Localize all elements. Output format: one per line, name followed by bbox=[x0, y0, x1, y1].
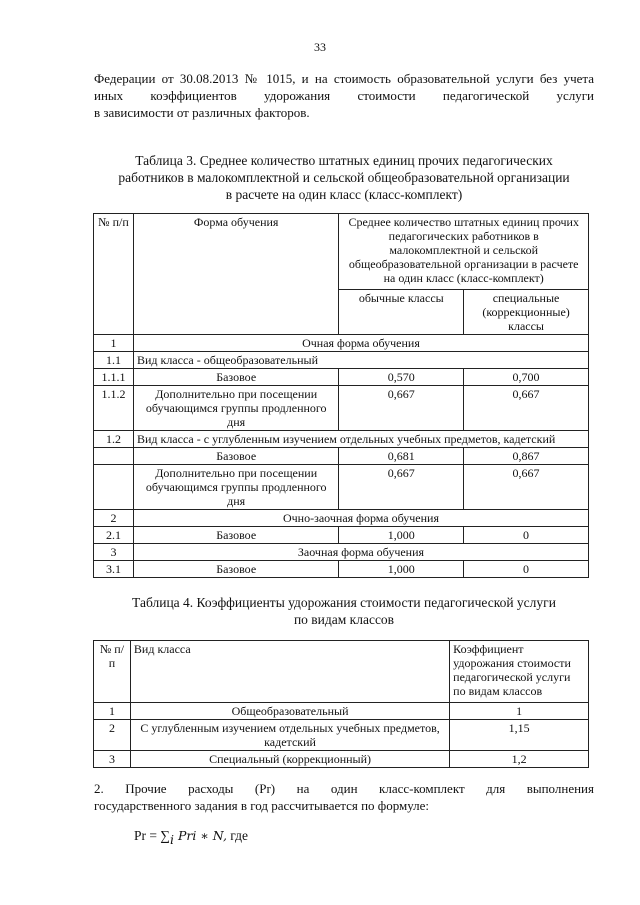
t4-row-coef: 1,2 bbox=[450, 751, 589, 768]
intro-line-2: иных коэффициентов удорожания стоимости педагогической услуги bbox=[94, 88, 594, 103]
table-3 bbox=[93, 213, 589, 578]
t3-row bbox=[94, 352, 589, 369]
t4-row-num: 2 bbox=[94, 720, 131, 751]
t3-row-name: Дополнительно при посещении обучающимся группы продленного дня bbox=[133, 386, 338, 431]
t4-header-kind: Вид класса bbox=[130, 641, 449, 703]
t4-row-num: 3 bbox=[94, 751, 131, 768]
t3-row-regular: 0,667 bbox=[339, 465, 464, 510]
t4-row bbox=[94, 720, 589, 751]
table4-caption-line-2: по видам классов bbox=[293, 612, 395, 627]
formula-tail: где bbox=[226, 828, 249, 843]
t3-row-num: 2.1 bbox=[94, 527, 134, 544]
t3-section-title: Очная форма обучения bbox=[133, 335, 588, 352]
t4-row-kind: Общеобразовательный bbox=[130, 703, 449, 720]
t4-row-kind: Специальный (коррекционный) bbox=[130, 751, 449, 768]
formula-sum: ∑ bbox=[160, 828, 170, 843]
t3-row-num: 1.1 bbox=[94, 352, 134, 369]
t3-row-num: 1 bbox=[94, 335, 134, 352]
t3-row bbox=[94, 431, 589, 448]
table3-caption-line-1: Таблица 3. Среднее количество штатных единиц прочих педагогических bbox=[135, 153, 553, 168]
t4-row-coef: 1,15 bbox=[450, 720, 589, 751]
t3-row-num: 3 bbox=[94, 544, 134, 561]
t3-row-name: Базовое bbox=[133, 369, 338, 386]
t3-row-regular: 1,000 bbox=[339, 527, 464, 544]
t3-row-special: 0 bbox=[464, 527, 589, 544]
t3-subsection-title: Вид класса - общеобразовательный bbox=[133, 352, 588, 369]
table-4 bbox=[93, 640, 589, 768]
t3-row-special: 0 bbox=[464, 561, 589, 578]
t3-row bbox=[94, 465, 589, 510]
formula-sub: i bbox=[170, 831, 174, 847]
t3-row bbox=[94, 510, 589, 527]
intro-line-3: в зависимости от различных факторов. bbox=[94, 105, 310, 120]
table3-caption-line-2: работников в малокомплектной и сельской общеобразовательной организации bbox=[118, 170, 570, 185]
t3-row-name: Базовое bbox=[133, 448, 338, 465]
t3-row-special: 0,667 bbox=[464, 465, 589, 510]
t3-header-regular: обычные классы bbox=[339, 290, 464, 335]
t3-subsection-title: Вид класса - с углубленным изучением отдельных учебных предметов, кадетский bbox=[133, 431, 588, 448]
t3-row-special: 0,867 bbox=[464, 448, 589, 465]
t3-row-regular: 0,681 bbox=[339, 448, 464, 465]
t3-row-regular: 0,667 bbox=[339, 386, 464, 431]
t3-row bbox=[94, 369, 589, 386]
t3-row-num: 3.1 bbox=[94, 561, 134, 578]
t4-row bbox=[94, 751, 589, 768]
t3-header-special: специальные (коррекционные) классы bbox=[464, 290, 589, 335]
t4-header-coef: Коэффициент удорожания стоимости педагогической услуги по видам классов bbox=[450, 641, 589, 703]
para2-line-1: 2. Прочие расходы (Pr) на один класс-комплект для выполнения bbox=[94, 781, 594, 796]
para2-line-2: государственного задания в год рассчитывается по формуле: bbox=[94, 798, 430, 813]
intro-line-1: Федерации от 30.08.2013 № 1015, и на стоимость образовательной услуги без учета bbox=[94, 71, 594, 86]
t4-row bbox=[94, 703, 589, 720]
formula-lhs: Pr = bbox=[134, 828, 161, 843]
t3-row bbox=[94, 561, 589, 578]
t3-row-special: 0,667 bbox=[464, 386, 589, 431]
formula bbox=[134, 828, 248, 847]
t3-row bbox=[94, 544, 589, 561]
t3-section-title: Очно-заочная форма обучения bbox=[133, 510, 588, 527]
t4-row-coef: 1 bbox=[450, 703, 589, 720]
t3-row-special: 0,700 bbox=[464, 369, 589, 386]
t3-row-num bbox=[94, 465, 134, 510]
t3-row-regular: 0,570 bbox=[339, 369, 464, 386]
t3-row-regular: 1,000 bbox=[339, 561, 464, 578]
page-number: 33 bbox=[314, 40, 326, 54]
t3-row-num: 1.1.1 bbox=[94, 369, 134, 386]
t3-row bbox=[94, 448, 589, 465]
formula-rhs: Pri ∗ N, bbox=[174, 828, 227, 843]
t3-section-title: Заочная форма обучения bbox=[133, 544, 588, 561]
t3-row-name: Базовое bbox=[133, 561, 338, 578]
t3-row-num: 2 bbox=[94, 510, 134, 527]
t3-row-name: Базовое bbox=[133, 527, 338, 544]
table4-caption-line-1: Таблица 4. Коэффициенты удорожания стоимости педагогической услуги bbox=[132, 595, 556, 610]
t3-row-num: 1.2 bbox=[94, 431, 134, 448]
t4-header-num: № п/п bbox=[94, 641, 131, 703]
t3-row-num bbox=[94, 448, 134, 465]
t3-header-num: № п/п bbox=[94, 214, 134, 335]
t4-row-kind: С углубленным изучением отдельных учебных предметов, кадетский bbox=[130, 720, 449, 751]
t3-row-num: 1.1.2 bbox=[94, 386, 134, 431]
t3-row-name: Дополнительно при посещении обучающимся группы продленного дня bbox=[133, 465, 338, 510]
t4-row-num: 1 bbox=[94, 703, 131, 720]
t3-header-avg: Среднее количество штатных единиц прочих педагогических работников в малокомплектной и сельской общеобразовательной организации в расчете на один класс (класс-комплект) bbox=[339, 214, 589, 290]
t3-row bbox=[94, 335, 589, 352]
table3-caption-line-3: в расчете на один класс (класс-комплект) bbox=[225, 187, 463, 202]
t3-row bbox=[94, 386, 589, 431]
t3-row bbox=[94, 527, 589, 544]
t3-header-form: Форма обучения bbox=[133, 214, 338, 335]
